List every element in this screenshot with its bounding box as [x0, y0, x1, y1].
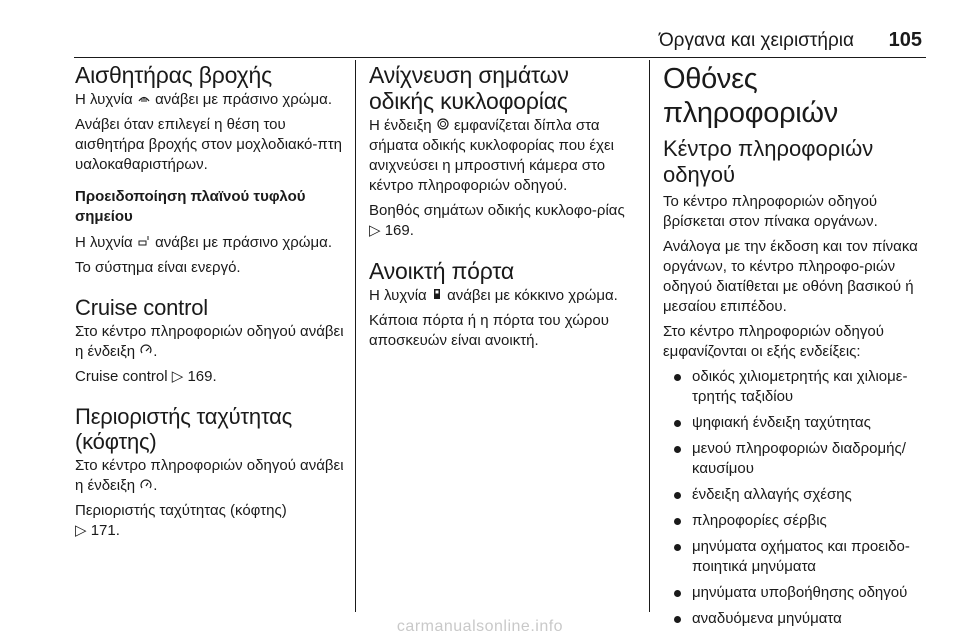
page-ref-arrow-icon: ▷	[75, 522, 87, 539]
list-item: μηνύματα οχήματος και προειδο-ποιητικά μηνύματα	[663, 537, 931, 577]
speed-limiter-paragraph-2: Περιοριστής ταχύτητας (κόφτης) ▷ 171.	[75, 502, 287, 539]
rain-sensor-paragraph-1: Η λυχνία ανάβει με πράσινο χρώμα.	[75, 91, 332, 108]
list-item: ένδειξη αλλαγής σχέσης	[663, 485, 931, 505]
bullet-icon	[674, 590, 681, 597]
dic-paragraph-1: Το κέντρο πληροφοριών οδηγού βρίσκεται στον πίνακα οργάνων.	[663, 193, 878, 230]
list-item: μενού πληροφοριών διαδρομής/ καυσίμου	[663, 439, 931, 479]
dic-bullet-list	[663, 367, 931, 629]
dic-paragraph-2: Ανάλογα με την έκδοση και τον πίνακα οργάνων, το κέντρο πληροφο-ριών οδηγού διατίθεται με οθόνη βασικού ή μεσαίου επιπέδου.	[663, 238, 918, 315]
header-rule	[74, 57, 926, 58]
list-item: πληροφορίες σέρβις	[663, 511, 931, 531]
column-divider	[355, 60, 356, 612]
list-item: οδικός χιλιομετρητής και χιλιομε-τρητής ταξιδίου	[663, 367, 931, 407]
cruise-control-paragraph-1: Στο κέντρο πληροφοριών οδηγού ανάβει η ένδειξη .	[75, 323, 344, 360]
blind-spot-icon	[137, 233, 151, 253]
rain-sensor-heading: Αισθητήρας βροχής	[75, 62, 272, 88]
bullet-icon	[674, 492, 681, 499]
page-number: 105	[888, 29, 922, 51]
door-open-icon	[431, 286, 443, 306]
bullet-icon	[674, 446, 681, 453]
blind-spot-heading: Προειδοποίηση πλαϊνού τυφλού σημείου	[75, 188, 306, 225]
traffic-sign-icon	[436, 116, 450, 136]
column-divider	[649, 60, 650, 612]
bullet-icon	[674, 420, 681, 427]
page-ref-arrow-icon: ▷	[171, 368, 184, 385]
cruise-control-icon	[139, 342, 153, 362]
rain-sensor-icon	[137, 90, 151, 110]
page-ref-link[interactable]: 169.	[187, 368, 217, 385]
column-3	[663, 62, 931, 635]
speed-limiter-heading: Περιοριστής ταχύτητας (κόφτης)	[75, 404, 293, 454]
column-2	[369, 62, 637, 356]
blind-spot-paragraph-1: Η λυχνία ανάβει με πράσινο χρώμα.	[75, 234, 332, 251]
bullet-icon	[674, 518, 681, 525]
traffic-sign-heading: Ανίχνευση σημάτων οδικής κυκλοφορίας	[369, 62, 569, 114]
traffic-sign-paragraph-2: Βοηθός σημάτων οδικής κυκλοφο-ρίας ▷ 169.	[369, 202, 625, 239]
speed-limiter-paragraph-1: Στο κέντρο πληροφοριών οδηγού ανάβει η ένδειξη .	[75, 457, 344, 494]
page-header	[0, 0, 960, 58]
page-ref-arrow-icon: ▷	[369, 222, 381, 239]
door-open-paragraph-1: Η λυχνία ανάβει με κόκκινο χρώμα.	[369, 287, 618, 304]
door-open-heading: Ανοικτή πόρτα	[369, 258, 514, 284]
info-displays-heading: Οθόνες πληροφοριών	[663, 63, 838, 129]
door-open-paragraph-2: Κάποια πόρτα ή η πόρτα του χώρου αποσκευών είναι ανοικτή.	[369, 312, 609, 349]
list-item: αναδυόμενα μηνύματα	[663, 609, 931, 629]
traffic-sign-paragraph-1: Η ένδειξη εμφανίζεται δίπλα στα σήματα οδικής κυκλοφορίας που έχει ανιχνεύσει η μπροστινή κάμερα στο κέντρο πληροφοριών οδηγού.	[369, 117, 614, 194]
bullet-icon	[674, 374, 681, 381]
rain-sensor-paragraph-2: Ανάβει όταν επιλεγεί η θέση του αισθητήρα βροχής στον μοχλοδιακό-πτη υαλοκαθαριστήρων.	[75, 116, 342, 173]
blind-spot-paragraph-2: Το σύστημα είναι ενεργό.	[75, 259, 241, 276]
list-item: ψηφιακή ένδειξη ταχύτητας	[663, 413, 931, 433]
column-1	[75, 62, 345, 546]
driver-info-centre-heading: Κέντρο πληροφοριών οδηγού	[663, 136, 874, 187]
bullet-icon	[674, 544, 681, 551]
list-item: μηνύματα υποβοήθησης οδηγού	[663, 583, 931, 603]
dic-paragraph-3: Στο κέντρο πληροφοριών οδηγού εμφανίζονται οι εξής ενδείξεις:	[663, 323, 884, 360]
page-ref-link[interactable]: 171.	[90, 522, 120, 539]
cruise-control-paragraph-2: Cruise control ▷ 169.	[75, 368, 217, 385]
cruise-control-heading: Cruise control	[75, 295, 208, 320]
watermark: carmanualsonline.info	[396, 618, 564, 635]
speed-limiter-icon	[139, 476, 153, 496]
header-title: Όργανα και χειριστήρια	[658, 30, 854, 51]
page-ref-link[interactable]: 169.	[384, 222, 414, 239]
